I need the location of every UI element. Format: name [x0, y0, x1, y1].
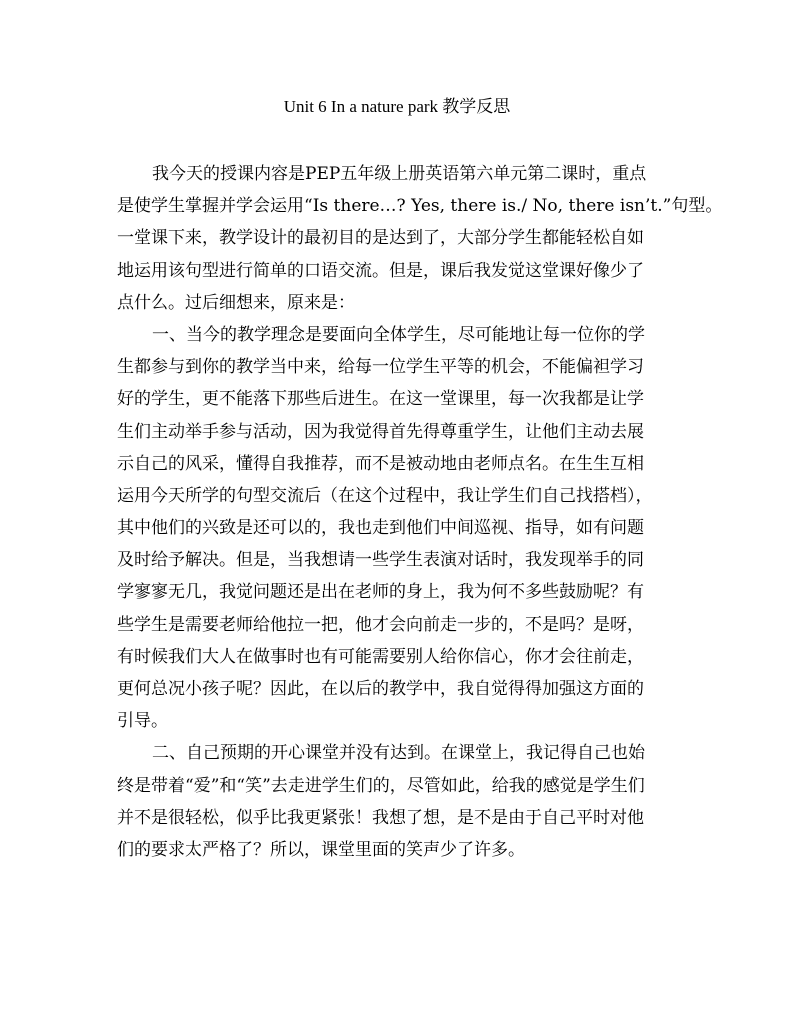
paragraph-2-line-7: 其中他们的兴致是还可以的，我也走到他们中间巡视、指导，如有问题: [117, 518, 644, 539]
paragraph-3-line-1: 二、自己预期的开心课堂并没有达到。在课堂上，我记得自己也始: [152, 743, 645, 764]
paragraph-1-line-5: 点什么。过后细想来，原来是：: [117, 292, 355, 313]
paragraph-3-line-3: 并不是很轻松，似乎比我更紧张！我想了想，是不是由于自己平时对他: [117, 807, 644, 828]
paragraph-2-line-11: 有时候我们大人在做事时也有可能需要别人给你信心，你才会往前走，: [117, 646, 644, 667]
paragraph-3-line-4: 们的要求太严格了？所以，课堂里面的笑声少了许多。: [117, 839, 525, 860]
paragraph-2-line-6: 运用今天所学的句型交流后（在这个过程中，我让学生们自己找搭档），: [117, 485, 653, 506]
paragraph-3-line-2: 终是带着“爱”和“笑”去走进学生们的，尽管如此，给我的感觉是学生们: [117, 775, 645, 796]
paragraph-2-line-9: 学寥寥无几，我觉问题还是出在老师的身上，我为何不多些鼓励呢？有: [117, 582, 644, 603]
paragraph-2-line-10: 些学生是需要老师给他拉一把，他才会向前走一步的，不是吗？是呀，: [117, 614, 644, 635]
paragraph-2-line-5: 示自己的风采，懂得自我推荐，而不是被动地由老师点名。在生生互相: [117, 453, 644, 474]
paragraph-2-line-13: 引导。: [117, 711, 168, 732]
paragraph-1-line-4: 地运用该句型进行简单的口语交流。但是，课后我发觉这堂课好像少了: [117, 260, 644, 281]
paragraph-2-line-12: 更何总况小孩子呢？因此，在以后的教学中，我自觉得得加强这方面的: [117, 679, 644, 699]
document-title: Unit 6 In a nature park 教学反思: [283, 97, 511, 116]
paragraph-2-line-4: 生们主动举手参与活动，因为我觉得首先得尊重学生，让他们主动去展: [117, 421, 644, 442]
document-body: [117, 158, 723, 866]
paragraph-2-line-3: 好的学生，更不能落下那些后进生。在这一堂课里，每一次我都是让学: [117, 389, 644, 410]
paragraph-1-line-1: 我今天的授课内容是PEP五年级上册英语第六单元第二课时，重点: [152, 164, 647, 184]
paragraph-1-line-3: 一堂课下来，教学设计的最初目的是达到了，大部分学生都能轻松自如: [117, 228, 644, 249]
paragraph-2-line-2: 生都参与到你的教学当中来，给每一位学生平等的机会，不能偏袒学习: [117, 357, 644, 378]
paragraph-1-line-2: 是使学生掌握并学会运用“Is there…? Yes, there is./ No, there isn’t.”句型。: [117, 196, 723, 217]
paragraph-2-line-8: 及时给予解决。但是，当我想请一些学生表演对话时，我发现举手的同: [117, 550, 644, 571]
paragraph-2-line-1: 一、当今的教学理念是要面向全体学生，尽可能地让每一位你的学: [152, 324, 645, 345]
